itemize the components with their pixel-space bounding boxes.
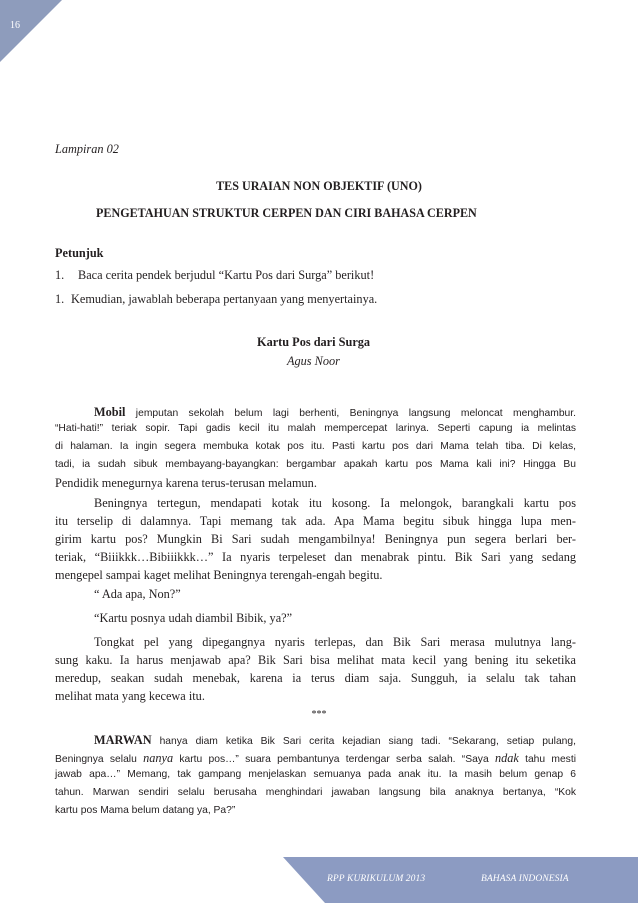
story-dialog-line: “ Ada apa, Non?” (94, 587, 181, 601)
story-title: Kartu Pos dari Surga (257, 335, 371, 349)
instruction-item-text: Kemudian, jawablah beberapa pertanyaan yang menyertainya. (71, 292, 378, 306)
story-paragraph-line: girim kartu pos? Mungkin Bi Sari sudah mengambilnya! Beningnya pun segera berlari ber- (55, 532, 576, 546)
footer-subject: BAHASA INDONESIA (481, 874, 569, 884)
instruction-item-number: 1. (55, 268, 65, 282)
story-paragraph-line: mengepel sampai kaget melihat Beningnya terengah-engah begitu. (55, 568, 383, 582)
story-paragraph-line: di halaman. Ia ingin segera membuka kotak pos itu. Pasti kartu pos dari Mama telah tiba. Di kelas, (55, 441, 576, 452)
story-paragraph-line: Mobil jemputan sekolah belum lagi berhenti, Beningnya langsung meloncat menghambur. (94, 405, 576, 419)
footer-curriculum: RPP KURIKULUM 2013 (327, 874, 426, 884)
page-number: 16 (10, 20, 20, 31)
story-paragraph-line: itu terselip di dalamnya. Tapi memang tak ada. Apa Mama begitu sibuk hingga lupa men- (55, 514, 576, 528)
story-paragraph-line: jawab apa…” Memang, tak gampang menjelaskan semuanya pada anak itu. Ia masih belum genap 6 (55, 769, 576, 780)
test-title: TES URAIAN NON OBJEKTIF (UNO) (216, 179, 422, 193)
story-paragraph-line: teriak, “Biiikkk…Bibiiikkk…” Ia nyaris terpeleset dan menabrak pintu. Bik Sari yang sedang (55, 550, 576, 564)
story-paragraph-line: tahun. Marwan sendiri selalu berusaha menghindari jawaban langsung bila anaknya bertanya, “Kok (55, 787, 576, 798)
instruction-item-text: Baca cerita pendek berjudul “Kartu Pos dari Surga” berikut! (78, 268, 375, 282)
section-separator: *** (311, 709, 327, 720)
page-corner-tab (0, 0, 62, 62)
story-paragraph-line: “Hati-hati!” teriak sopir. Tapi gadis kecil itu malah mempercepat larinya. Seperti capung ia melintas (55, 423, 576, 434)
story-paragraph-line: Pendidik menegurnya karena terus-terusan melamun. (55, 476, 317, 490)
paragraph-lead-word: Mobil (94, 405, 126, 419)
story-paragraph-line: Tongkat pel yang dipegangnya nyaris terlepas, dan Bik Sari merasa mulutnya lang- (94, 635, 576, 649)
story-paragraph-line: meredup, seakan sudah menebak, karena ia terus diam saja. Sungguh, ia selalu tak tahan (55, 671, 576, 685)
story-paragraph-line: Beningnya selalu nanya kartu pos…” suara pembantunya terdengar serba salah. “Saya ndak tahu mesti (55, 751, 576, 765)
story-paragraph-line: kartu pos Mama belum datang ya, Pa?” (55, 805, 236, 816)
appendix-label: Lampiran 02 (55, 142, 119, 156)
story-paragraph-line: sung kaku. Ia harus menjawab apa? Bik Sari bisa melihat mata kecil yang bening itu seketika (55, 653, 576, 667)
story-paragraph-line: Beningnya tertegun, mendapati kotak itu kosong. Ia melongok, barangkali kartu pos (94, 496, 576, 510)
story-paragraph-line: tadi, ia sudah sibuk membayang-bayangkan: bergambar apakah kartu pos Mama kali ini? Hingga Bu (55, 459, 576, 470)
story-paragraph-line: melihat mata yang kecewa itu. (55, 689, 205, 703)
story-paragraph-line: MARWAN hanya diam ketika Bik Sari cerita kejadian siang tadi. “Sekarang, setiap pulang, (94, 733, 576, 747)
instructions-heading: Petunjuk (55, 246, 104, 260)
story-dialog-line: “Kartu posnya udah diambil Bibik, ya?” (94, 611, 293, 625)
test-subtitle: PENGETAHUAN STRUKTUR CERPEN DAN CIRI BAHASA CERPEN (96, 206, 477, 220)
paragraph-lead-word: MARWAN (94, 733, 152, 747)
story-author: Agus Noor (287, 354, 340, 368)
instruction-item-number: 1. (55, 292, 65, 306)
